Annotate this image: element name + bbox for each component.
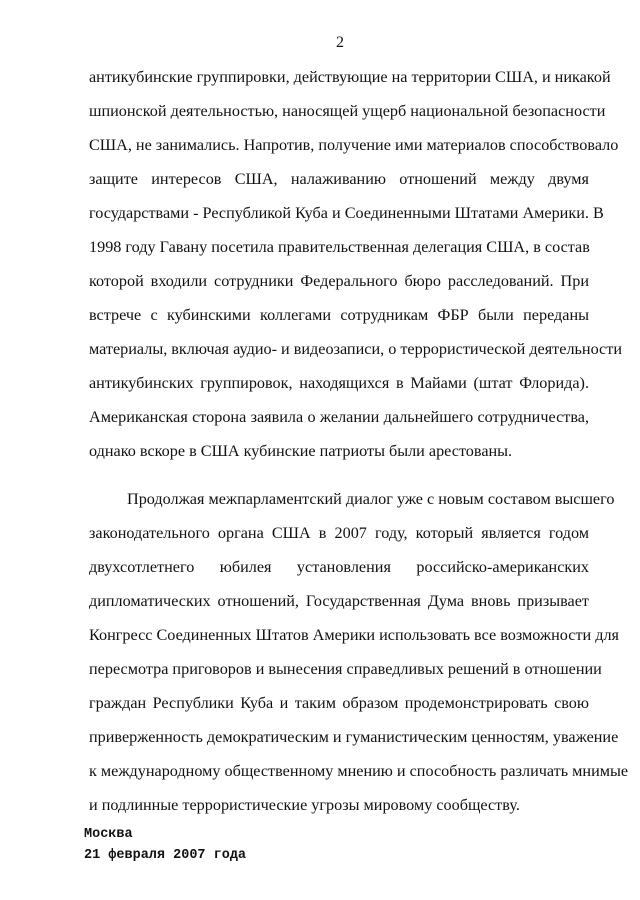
text-line: шпионской деятельностью, наносящей ущерб национальной безопасности (89, 102, 606, 120)
text-line: дипломатических отношений, Государственная Дума вновь призывает (89, 592, 589, 610)
signature-block (84, 824, 246, 866)
text-line: граждан Республики Куба и таким образом продемонстрировать свою (89, 694, 589, 712)
text-line: государствами - Республикой Куба и Соединенными Штатами Америки. В (89, 204, 604, 222)
paragraph-gap (89, 468, 589, 482)
document-body (89, 60, 629, 822)
text-line: приверженность демократическим и гуманистическим ценностям, уважение (89, 728, 619, 746)
text-line: встрече с кубинскими коллегами сотрудникам ФБР были переданы (89, 306, 589, 324)
text-line: антикубинские группировки, действующие на территории США, и никакой (89, 68, 611, 86)
text-line: 1998 году Гавану посетила правительственная делегация США, в состав (89, 238, 590, 256)
text-line: Конгресс Соединенных Штатов Америки использовать все возможности для (89, 626, 619, 644)
text-line: пересмотра приговоров и вынесения справедливых решений в отношении (89, 660, 602, 678)
page-number: 2 (336, 34, 344, 51)
text-line: Продолжая межпарламентский диалог уже с новым составом высшего (127, 490, 615, 508)
text-line: однако вскоре в США кубинские патриоты были арестованы. (89, 442, 513, 460)
text-line: материалы, включая аудио- и видеозаписи, о террористической деятельности (89, 340, 622, 358)
text-line: США, не занимались. Напротив, получение ими материалов способствовало (89, 136, 619, 154)
text-line: Американская сторона заявила о желании дальнейшего сотрудничества, (89, 408, 589, 426)
text-line: антикубинских группировок, находящихся в Майами (штат Флорида). (89, 374, 589, 392)
paragraph-1 (89, 60, 622, 468)
text-line: которой входили сотрудники Федерального бюро расследований. При (89, 272, 589, 290)
signature-place: Москва (84, 827, 133, 842)
text-line: двухсотлетнего юбилея установления российско-американских (89, 558, 589, 576)
text-line: защите интересов США, налаживанию отношений между двумя (89, 170, 589, 188)
text-line: и подлинные террористические угрозы мировому сообществу. (89, 796, 520, 814)
text-line: к международному общественному мнению и способность различать мнимые (89, 762, 629, 780)
text-line: законодательного органа США в 2007 году, который является годом (89, 524, 589, 542)
paragraph-2 (89, 482, 629, 822)
signature-date: 21 февраля 2007 года (84, 848, 247, 863)
